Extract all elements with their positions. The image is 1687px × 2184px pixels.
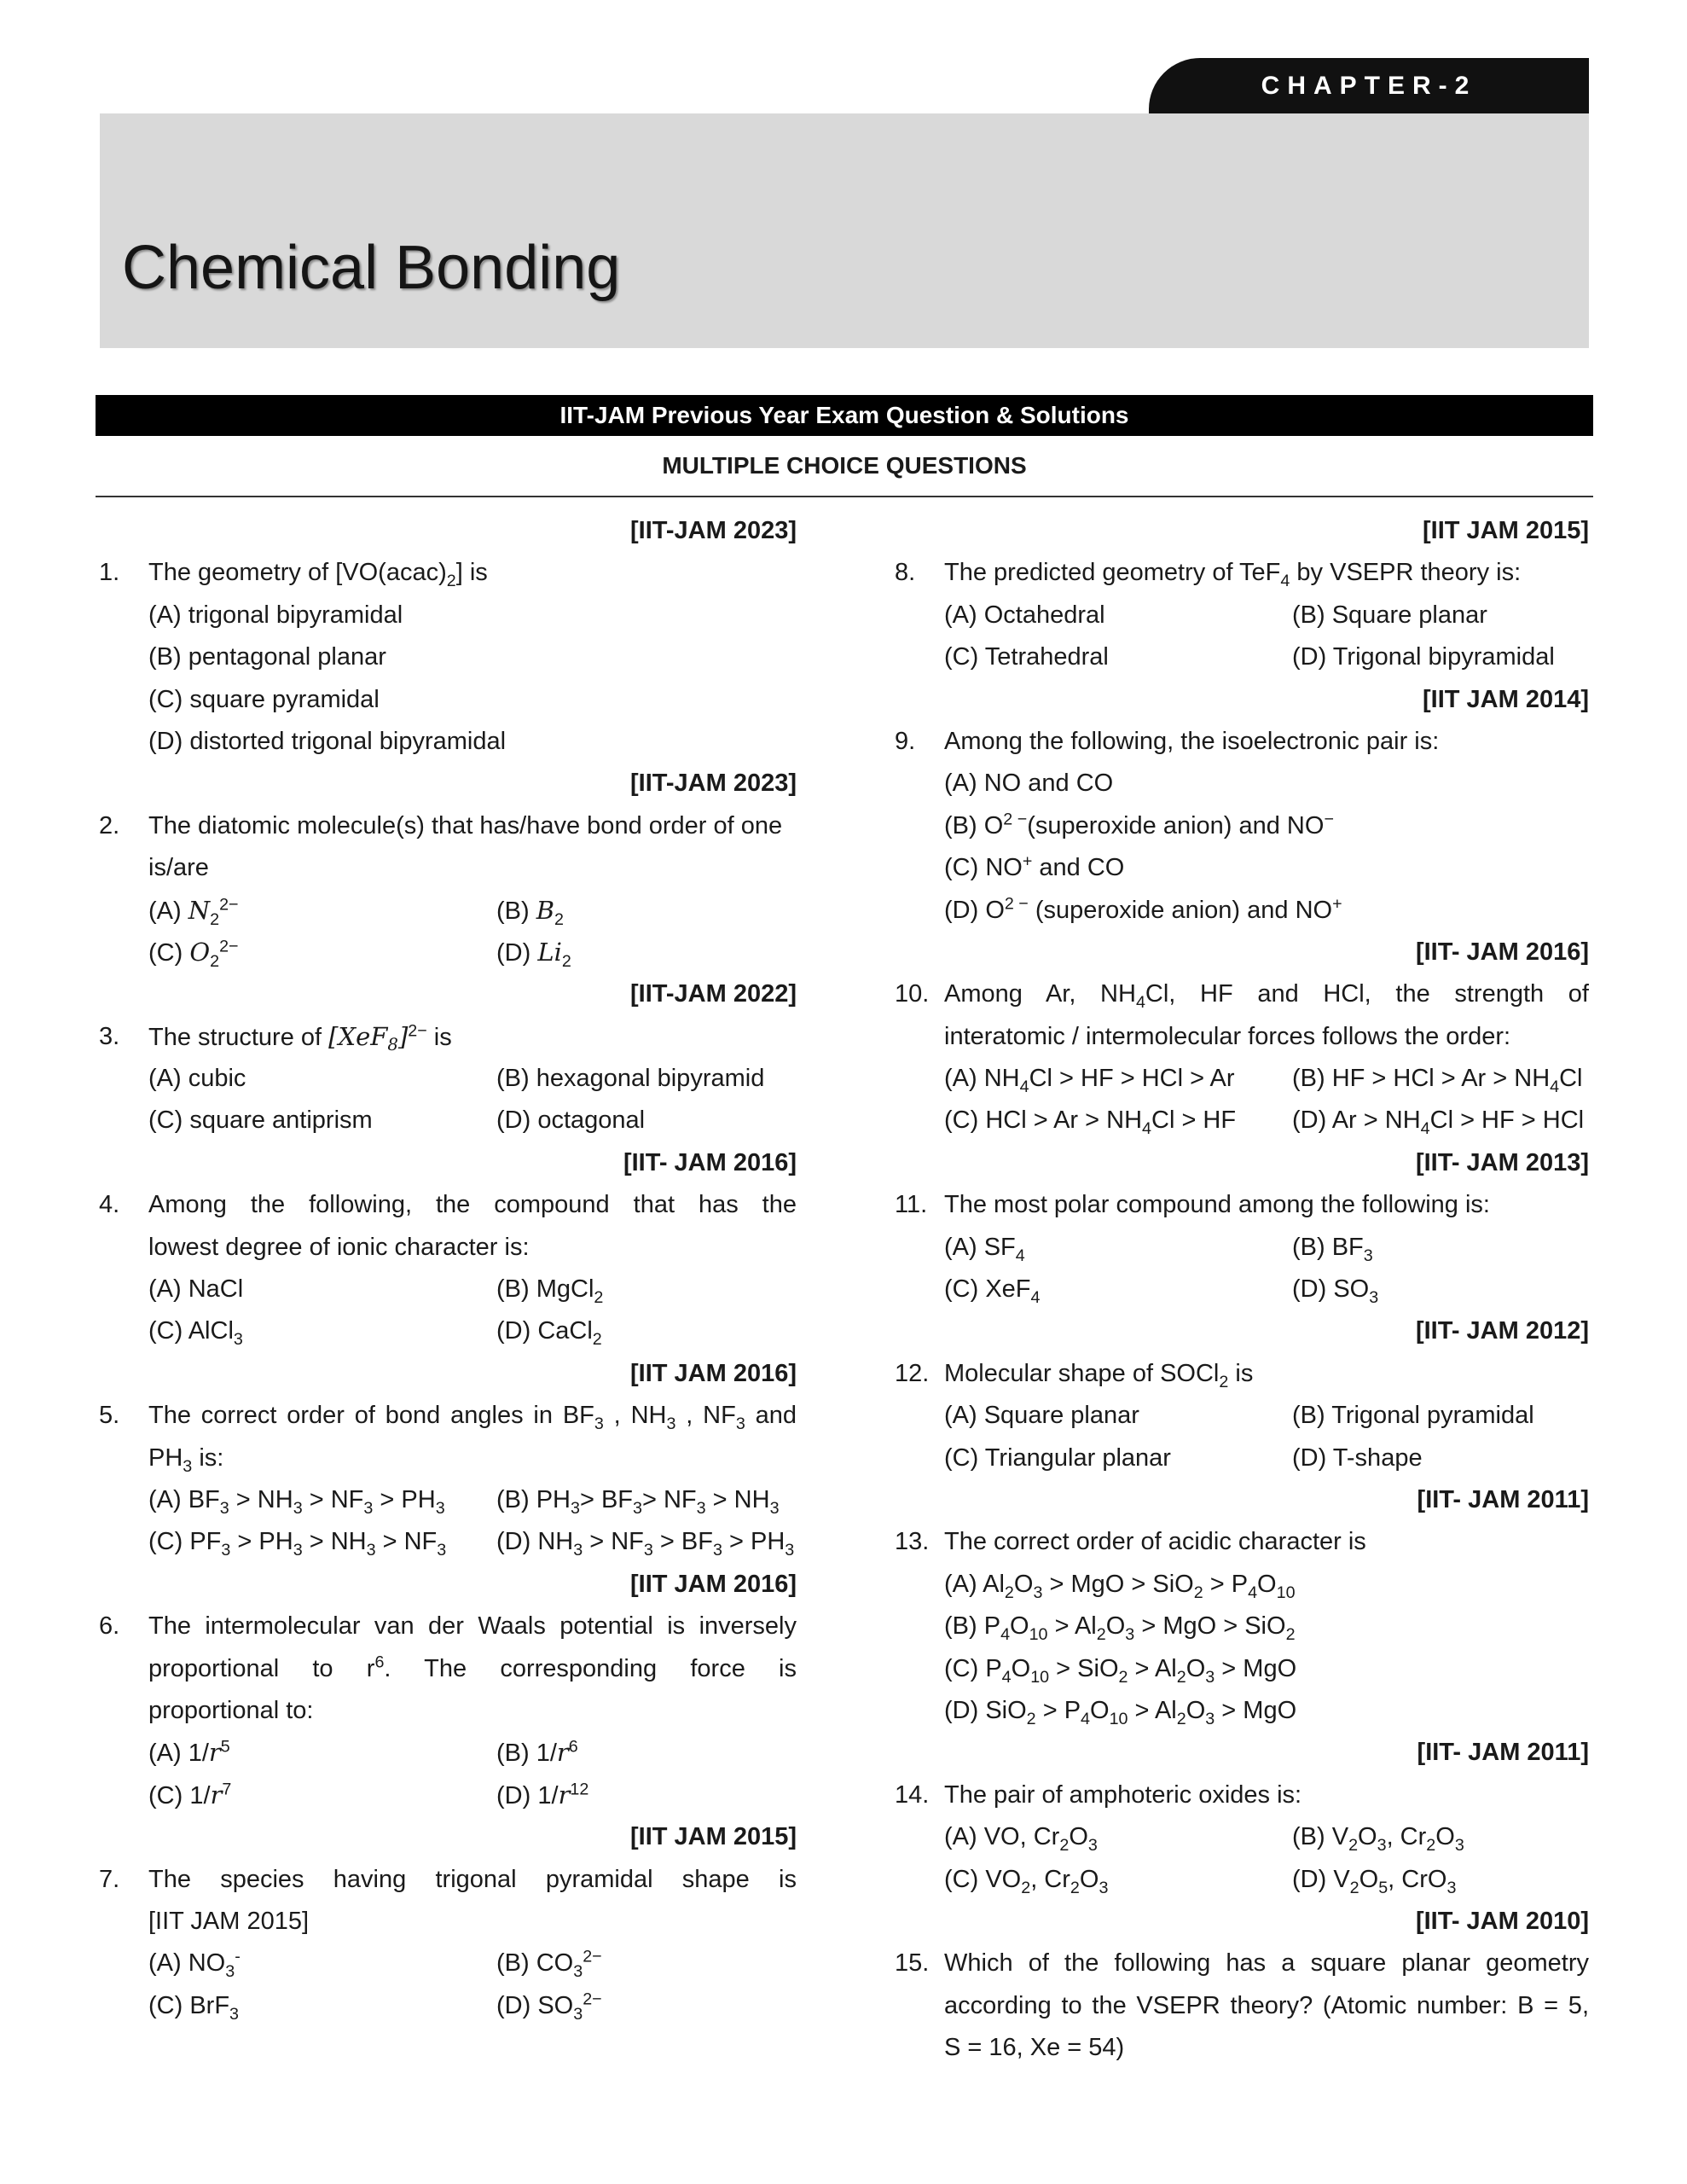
- option: (C) AlCl$_3$: [148, 1317, 243, 1350]
- question-number: 6.: [99, 1612, 120, 1641]
- chapter-tab: CHAPTER-2: [1149, 58, 1589, 114]
- question-11: [891, 1184, 1589, 1226]
- option: (B) $B_2$: [496, 895, 564, 929]
- option: (A) $Al_2O_3$ > MgO > $SiO_2 > P_4O_{10}$: [944, 1570, 1296, 1602]
- question-10: [891, 973, 1589, 1015]
- option: (A) $NO_3^-$: [148, 1947, 241, 1982]
- question-1: [96, 552, 797, 594]
- question-number: 9.: [895, 727, 916, 755]
- exam-tag: [IIT JAM 2014]: [1423, 685, 1589, 713]
- question-number: 13.: [895, 1528, 930, 1556]
- exam-tag: [IIT- JAM 2016]: [1415, 938, 1589, 966]
- question-text: S = 16, Xe = 54): [944, 2034, 1125, 2062]
- question-number: 15.: [895, 1949, 930, 1978]
- option: (B) $1/r^6$: [496, 1737, 578, 1768]
- question-number: 5.: [99, 1402, 120, 1430]
- option: (B) $PH_3> BF_3> NF_3 > NH_3$: [496, 1485, 780, 1518]
- question-14: [891, 1774, 1589, 1816]
- exam-tag: [IIT JAM 2016]: [630, 1570, 797, 1598]
- question-number: 7.: [99, 1865, 120, 1893]
- question-text: The correct order of acidic character is: [944, 1528, 1366, 1556]
- option: (C) BrF$_3$: [148, 1991, 239, 2024]
- exam-tag: [IIT- JAM 2013]: [1415, 1148, 1589, 1176]
- title-box: [100, 113, 1589, 348]
- option: (A) Square planar: [944, 1402, 1139, 1430]
- question-number: 2.: [99, 811, 120, 839]
- option-row: [96, 1479, 797, 1521]
- option: (A) $SF_4$: [944, 1233, 1025, 1265]
- question-12: [891, 1353, 1589, 1395]
- option-row: [891, 1269, 1589, 1310]
- option: (D) $SO_3^{2-}$: [496, 1989, 602, 2024]
- exam-tag: [IIT- JAM 2012]: [1415, 1317, 1589, 1345]
- option: (A) VO, $Cr_2O_3$: [944, 1823, 1098, 1855]
- question-9: [891, 721, 1589, 763]
- option-row: [96, 1269, 797, 1310]
- section-subtitle: MULTIPLE CHOICE QUESTIONS: [662, 452, 1027, 479]
- option: (D) $SO_3$: [1292, 1275, 1379, 1307]
- option: (A) $BF_3 > NH_3 > NF_3 > PH_3$: [148, 1485, 445, 1518]
- option-row: [891, 1227, 1589, 1269]
- option: (D) Trigonal bipyramidal: [1292, 643, 1555, 671]
- question-text: is/are: [148, 854, 209, 882]
- left-column: [96, 510, 797, 2027]
- option-row: [96, 1732, 797, 1774]
- option: (D) $1/r^{12}$: [496, 1780, 589, 1809]
- exam-tag: [IIT-JAM 2022]: [630, 980, 797, 1008]
- option: (C) $O_2^{2-}$: [148, 937, 239, 971]
- option: (B) MgCl$_2$: [496, 1275, 604, 1307]
- question-text: lowest degree of ionic character is:: [148, 1233, 530, 1261]
- question-text: Among Ar, $NH_4Cl$, HF and HCl, the strength of: [944, 980, 1589, 1013]
- option: (C) square pyramidal: [148, 685, 380, 713]
- option: (D) T-shape: [1292, 1443, 1423, 1472]
- option: (B) pentagonal planar: [148, 643, 386, 671]
- exam-tag: [IIT- JAM 2010]: [1415, 1907, 1589, 1935]
- right-column: [891, 510, 1589, 2069]
- option: (C) Tetrahedral: [944, 643, 1109, 671]
- question-text: The species having trigonal pyramidal shape is: [148, 1865, 797, 1893]
- question-text: The correct order of bond angles in $BF_3$ , $NH_3$ , $NF_3$ and: [148, 1402, 797, 1433]
- option-row: [96, 1774, 797, 1816]
- question-text: The intermolecular van der Waals potential is inversely: [148, 1612, 797, 1641]
- question-13: [891, 1521, 1589, 1563]
- option-row: [891, 1058, 1589, 1100]
- question-text: proportional to:: [148, 1696, 314, 1724]
- option-row: [96, 890, 797, 932]
- option: (C) Triangular planar: [944, 1443, 1171, 1472]
- question-text: Among the following, the compound that has the: [148, 1191, 797, 1219]
- option: (B) $O^{2 -}(superoxide$ anion) and NO−: [944, 810, 1334, 839]
- option-row: [96, 1100, 797, 1141]
- option-row: [891, 1816, 1589, 1858]
- option: (D) octagonal: [496, 1107, 646, 1135]
- question-number: 12.: [895, 1359, 930, 1387]
- page-title: Chemical Bonding: [122, 234, 621, 302]
- exam-tag: [IIT- JAM 2011]: [1417, 1485, 1589, 1513]
- question-number: 1.: [99, 559, 120, 587]
- question-number: 8.: [895, 559, 916, 587]
- option-row: [891, 1100, 1589, 1141]
- option: (D) $Li_2$: [496, 937, 571, 971]
- option: (C) NO+ and CO: [944, 851, 1125, 882]
- question-text: The geometry of $[VO(acac)_2]$ is: [148, 559, 488, 591]
- question-5: [96, 1395, 797, 1437]
- option: (A) $1/r^5$: [148, 1737, 230, 1768]
- option: (D) $SiO_2 > P_4O_{10} > Al_2O_3$ > MgO: [944, 1696, 1297, 1728]
- question-2: [96, 805, 797, 847]
- option: (D) CaCl$_2$: [496, 1317, 602, 1350]
- exam-tag: [IIT-JAM 2023]: [630, 517, 797, 544]
- option: (B) $P_4O_{10} > Al_2O_3$ > MgO > SiO$_2$: [944, 1612, 1296, 1644]
- question-text: The predicted geometry of TeF$_4$ by VSEPR theory is:: [944, 559, 1522, 591]
- option: (A) $N_2^{2-}$: [148, 894, 239, 929]
- option: (B) $V_2O_3$, $Cr_2O_3$: [1292, 1823, 1464, 1855]
- exam-tag: [IIT JAM 2015]: [1423, 517, 1589, 544]
- option-row: [891, 636, 1589, 678]
- option-row: [891, 595, 1589, 636]
- question-3: [96, 1016, 797, 1058]
- question-text: Which of the following has a square planar geometry: [944, 1949, 1589, 1978]
- option: (B) hexagonal bipyramid: [496, 1065, 765, 1093]
- option: (A) NO and CO: [944, 770, 1114, 798]
- option-row: [891, 1438, 1589, 1479]
- option-row: [96, 1943, 797, 1984]
- exam-tag: [IIT JAM 2015]: [630, 1823, 797, 1851]
- option: (B) Square planar: [1292, 601, 1487, 629]
- question-text: The structure of $[XeF_8]^{2-}$ is: [148, 1021, 452, 1055]
- question-7: [96, 1859, 797, 1901]
- question-text: Among the following, the isoelectronic pair is:: [944, 727, 1440, 755]
- option: (D) $V_2O_5$, CrO$_3$: [1292, 1865, 1457, 1897]
- option: (A) trigonal bipyramidal: [148, 601, 403, 629]
- exam-tag: [IIT- JAM 2011]: [1417, 1739, 1589, 1767]
- option-row: [96, 1985, 797, 2027]
- option: (C) XeF$_4$: [944, 1275, 1041, 1307]
- question-text: The pair of amphoteric oxides is:: [944, 1780, 1302, 1809]
- question-number: 11.: [895, 1191, 928, 1219]
- option: (B) $BF_3$: [1292, 1233, 1373, 1265]
- option-row: [96, 1521, 797, 1563]
- option: (C) $1/r^7$: [148, 1780, 232, 1809]
- option: (D) distorted trigonal bipyramidal: [148, 727, 507, 755]
- question-text: The most polar compound among the following is:: [944, 1191, 1490, 1219]
- option: (B) $CO_3^{2-}$: [496, 1947, 602, 1982]
- option: (C) HCl > $Ar > NH_4Cl$ > HF: [944, 1107, 1237, 1139]
- option: (D) $Ar > NH_4Cl$ > HF > HCl: [1292, 1107, 1585, 1139]
- option-row: [891, 1395, 1589, 1437]
- question-text: $PH_3$ is:: [148, 1443, 224, 1476]
- option: (D) $O^{2 -}$ (superoxide anion) and NO+: [944, 893, 1342, 924]
- exam-tag: [IIT-JAM 2023]: [630, 770, 797, 798]
- section-banner: IIT-JAM Previous Year Exam Question & Solutions: [96, 395, 1593, 436]
- question-number: 10.: [895, 980, 930, 1008]
- question-text: interatomic / intermolecular forces follows the order:: [944, 1022, 1511, 1050]
- option-row: [96, 1310, 797, 1352]
- question-15: [891, 1943, 1589, 1984]
- question-4: [96, 1184, 797, 1226]
- question-text: Molecular shape of SOCl$_2$ is: [944, 1359, 1254, 1391]
- question-text: according to the VSEPR theory? (Atomic number: B = 5,: [944, 1991, 1589, 2019]
- option: (C) $PF_3 > PH_3 > NH_3 > NF_3$: [148, 1528, 447, 1560]
- option: (A) Octahedral: [944, 601, 1105, 629]
- question-8: [891, 552, 1589, 594]
- option-row: [891, 1859, 1589, 1901]
- option: (A) NaCl: [148, 1275, 244, 1304]
- exam-tag: [IIT JAM 2016]: [630, 1359, 797, 1387]
- question-number: 3.: [99, 1022, 120, 1050]
- question-text: The diatomic molecule(s) that has/have bond order of one: [148, 811, 783, 839]
- question-number: 4.: [99, 1191, 120, 1219]
- exam-tag: [IIT- JAM 2016]: [623, 1148, 797, 1176]
- option: (A) $NH_4Cl$ > HF > HCl > Ar: [944, 1065, 1235, 1096]
- option: (C) square antiprism: [148, 1107, 373, 1135]
- divider: [96, 496, 1593, 497]
- option: (B) Trigonal pyramidal: [1292, 1402, 1534, 1430]
- option: (D) $NH_3 > NF_3 > BF_3 > PH_3$: [496, 1528, 795, 1560]
- option: (C) $VO_2$, $Cr_2O_3$: [944, 1865, 1109, 1897]
- question-number: 14.: [895, 1780, 930, 1809]
- question-text: [IIT JAM 2015]: [148, 1907, 310, 1935]
- option-row: [96, 932, 797, 973]
- question-6: [96, 1606, 797, 1647]
- option-row: [96, 1058, 797, 1100]
- option: (B) HF > HCl > $Ar > NH_4Cl$: [1292, 1065, 1583, 1096]
- option: (A) cubic: [148, 1065, 246, 1093]
- option: (C) $P_4O_{10} > SiO_2 > Al_2O_3$ > MgO: [944, 1654, 1297, 1687]
- question-text: proportional to $r^6$. The corresponding force is: [148, 1652, 797, 1682]
